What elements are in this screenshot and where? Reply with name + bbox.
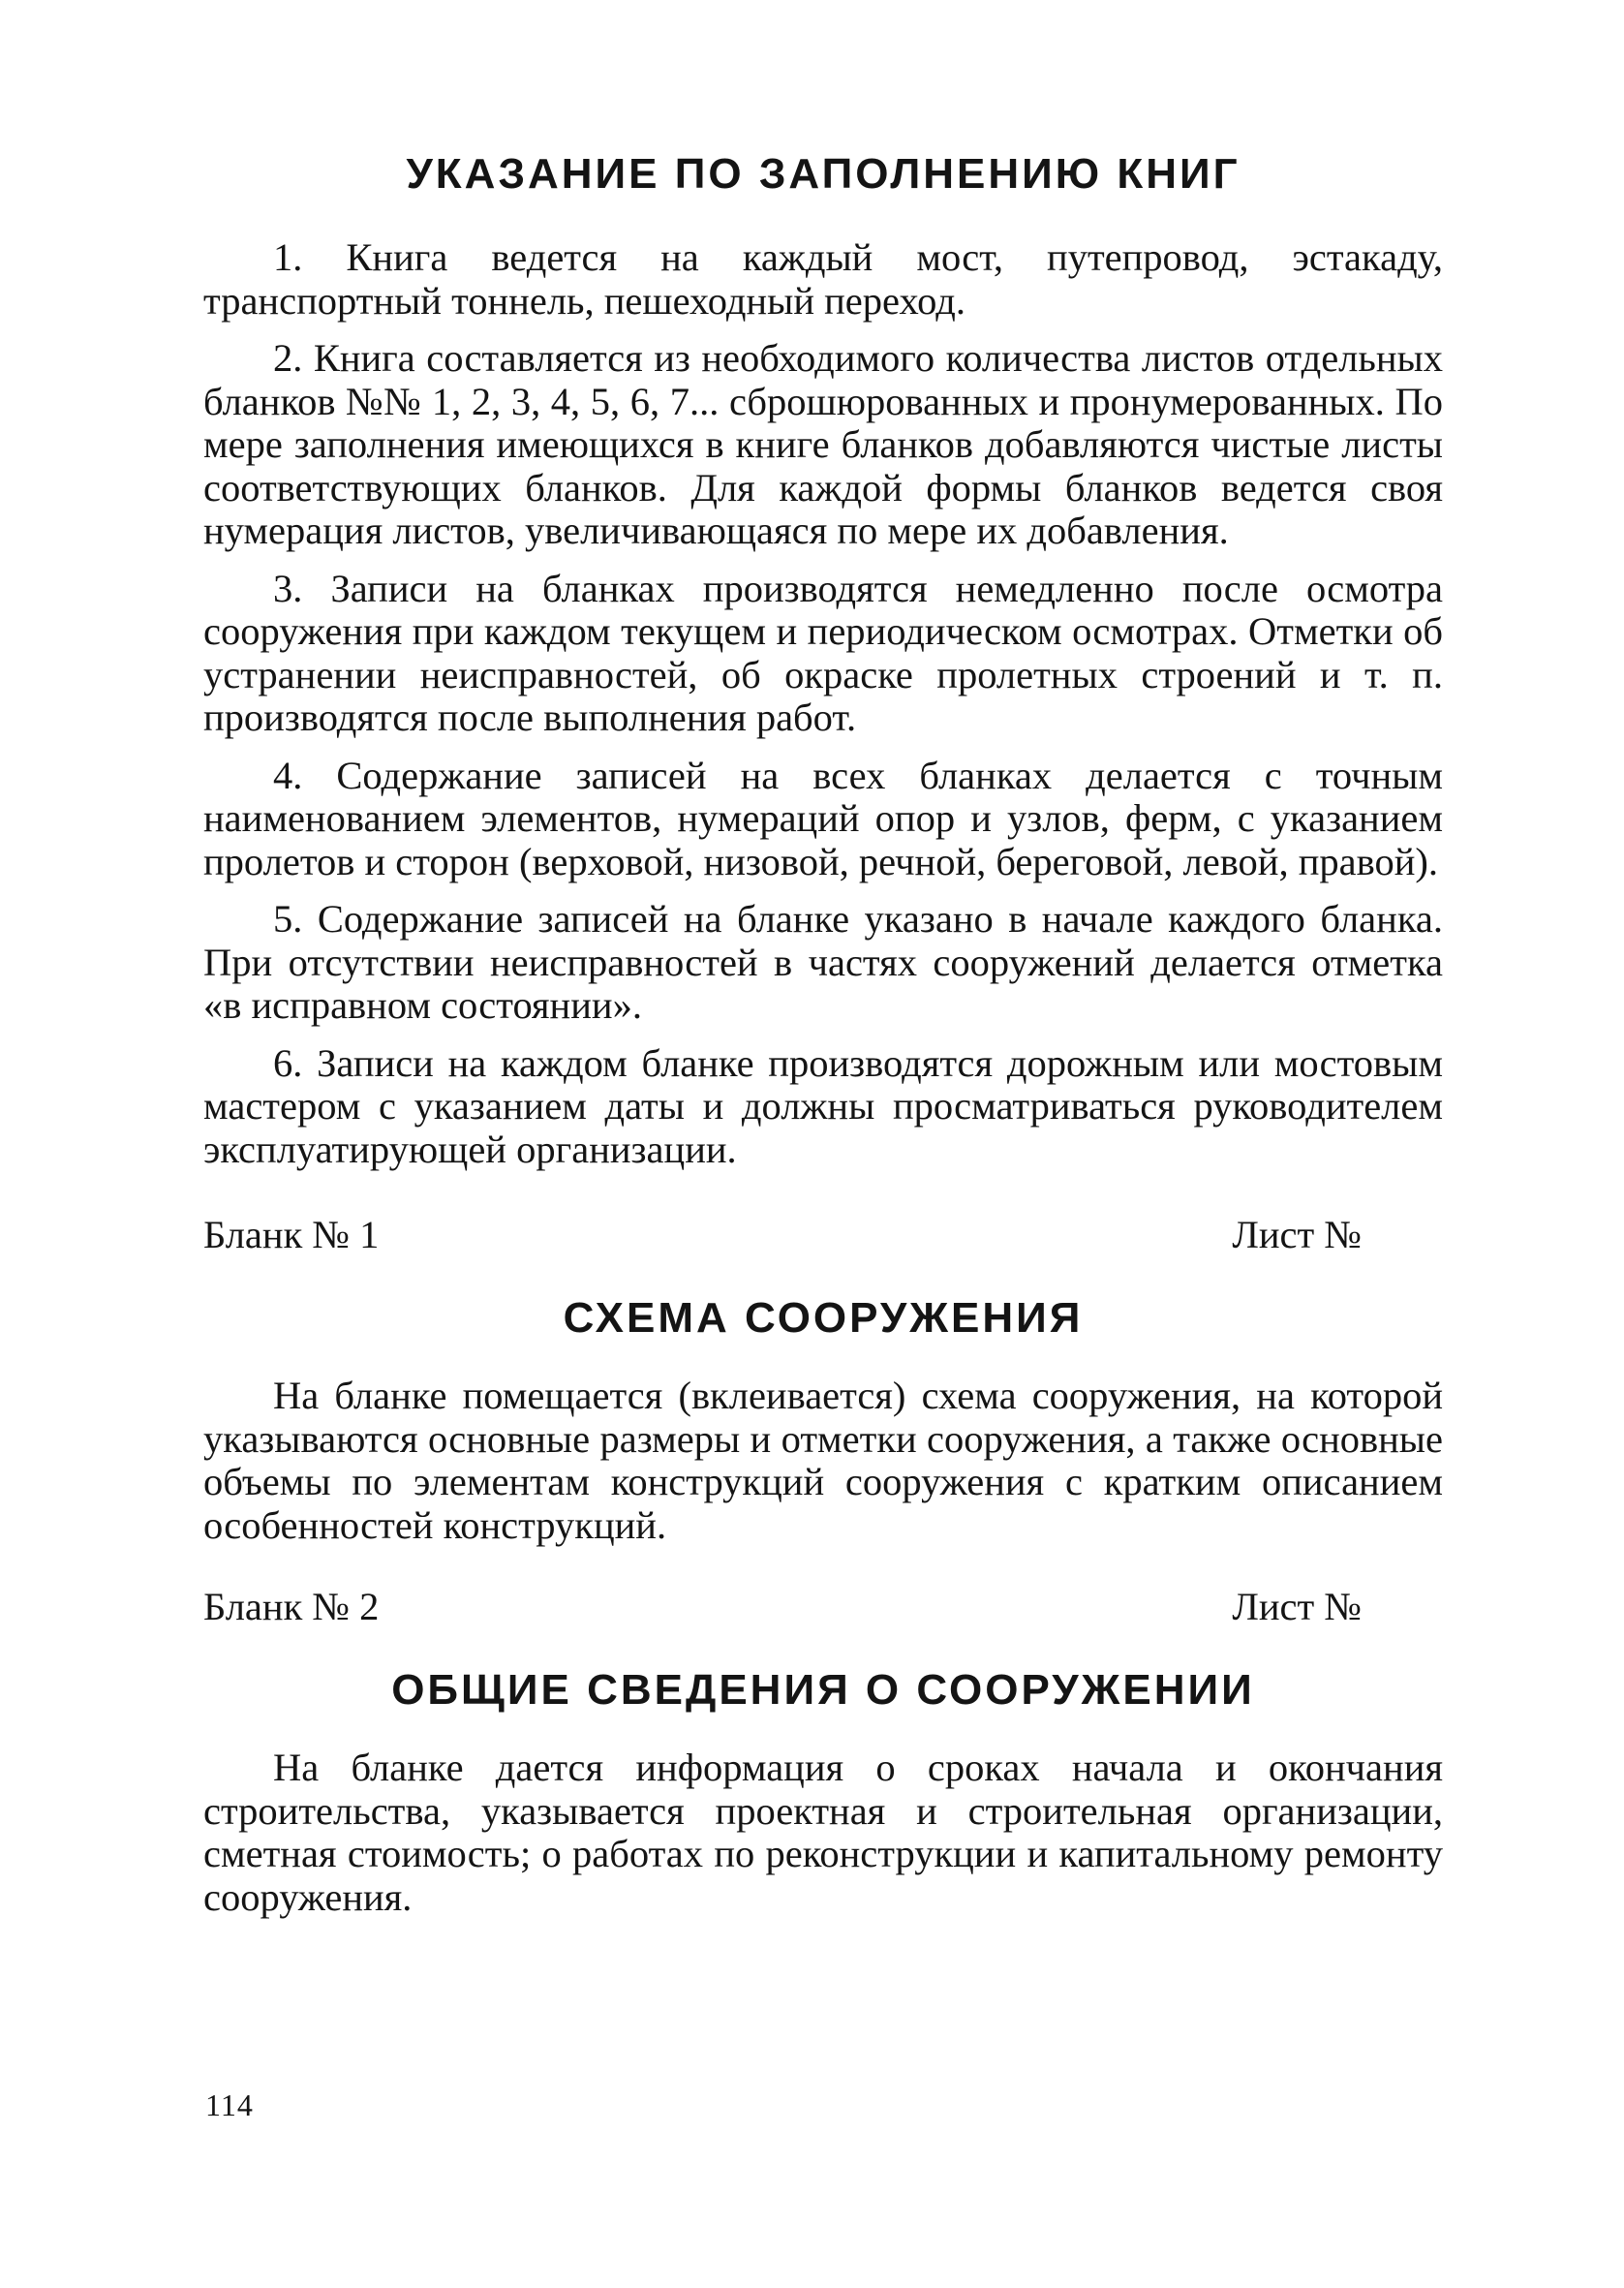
form-2-sheet-label: Лист № xyxy=(1232,1585,1362,1628)
form-1-header xyxy=(203,1212,1443,1258)
instruction-item-3: 3. Записи на бланках производятся немедленно после осмотра сооружения при каждом текущем и периодическом осмотрах. Отметки об устранении неисправностей, об окраске пролетных строений и т. п. производятся после выполнения работ. xyxy=(203,566,1443,739)
instruction-item-1: 1. Книга ведется на каждый мост, путепровод, эстакаду, транспортный тоннель, пешеходный переход. xyxy=(203,235,1443,323)
instruction-item-4: 4. Содержание записей на всех бланках делается с точным наименованием элементов, нумераций опор и узлов, ферм, с указанием пролетов и сторон (верховой, низовой, речной, береговой, левой, правой). xyxy=(203,753,1443,883)
instruction-item-5: 5. Содержание записей на бланке указано в начале каждого бланка. При отсутствии неисправностей в частях сооружений делается отметка «в исправном состоянии». xyxy=(203,897,1443,1027)
instructions-title: УКАЗАНИЕ ПО ЗАПОЛНЕНИЮ КНИГ xyxy=(406,150,1241,198)
document-page xyxy=(203,145,1443,1933)
form-2-header xyxy=(203,1584,1443,1630)
page-number: 114 xyxy=(205,2087,254,2122)
form-2-blank-label: Бланк № 2 xyxy=(203,1585,380,1628)
form-2-text: На бланке дается информация о сроках начала и окончания строительства, указывается проектная и строительная организации, сметная стоимость; о работах по реконструкции и капитальному ремонту сооружения. xyxy=(203,1746,1443,1919)
form-1-blank-label: Бланк № 1 xyxy=(203,1213,380,1256)
instruction-item-2: 2. Книга составляется из необходимого количества листов отдельных бланков №№ 1, 2, 3, 4, 5, 6, 7... сброшюрованных и пронумерованных. По мере заполнения имеющихся в книге бланков добавляются чистые листы соответствующих бланков. Для каждой формы бланков ведется своя нумерация листов, увеличивающаяся по мере их добавления. xyxy=(203,336,1443,552)
instruction-item-6: 6. Записи на каждом бланке производятся дорожным или мостовым мастером с указанием даты и должны просматриваться руководителем эксплуатирующей организации. xyxy=(203,1040,1443,1171)
form-2-title: ОБЩИЕ СВЕДЕНИЯ О СООРУЖЕНИИ xyxy=(391,1666,1255,1714)
form-1-text: На бланке помещается (вклеивается) схема сооружения, на которой указываются основные размеры и отметки сооружения, а также основные объемы по элементам конструкций сооружения с кратким описанием особенностей конструкций. xyxy=(203,1374,1443,1547)
form-1-sheet-label: Лист № xyxy=(1232,1213,1362,1256)
form-1-title: СХЕМА СООРУЖЕНИЯ xyxy=(563,1294,1084,1342)
